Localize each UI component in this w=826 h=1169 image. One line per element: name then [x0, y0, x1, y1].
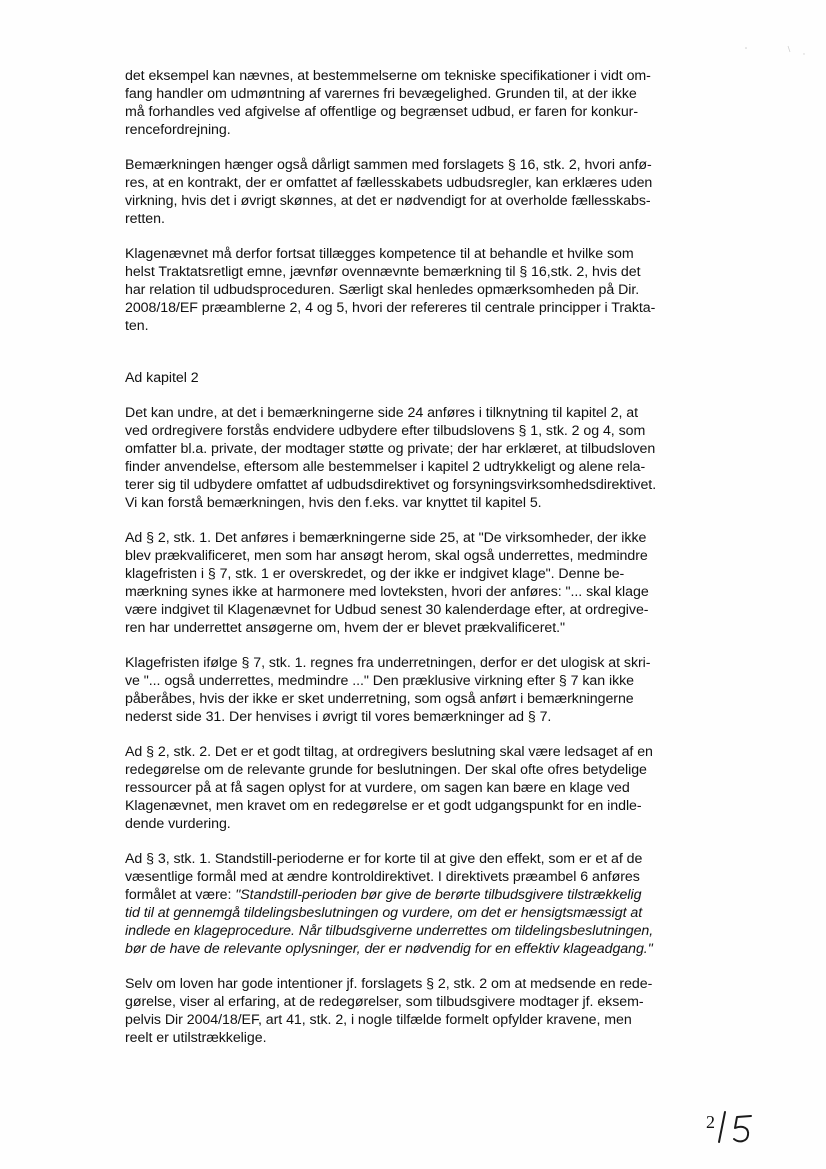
text-line: dende vurdering.: [125, 816, 231, 832]
text-line: Klagefristen ifølge § 7, stk. 1. regnes fra underretningen, derfor er det ulogisk at skri-: [125, 655, 651, 671]
text-line: omfatter bl.a. private, der modtager støtte og private; der har erklæret, at tilbudsloven: [125, 441, 656, 457]
quote-line: bør de have de relevante oplysninger, der er nødvendig for en effektiv klageadgang.": [125, 941, 653, 957]
text-line: mærkning synes ikke at harmonere med lovteksten, hvori der anføres: "... skal klage: [125, 584, 649, 600]
text-line: 2008/18/EF præamblerne 2, 4 og 5, hvori der refereres til centrale principper i Trakta-: [125, 300, 656, 316]
text-line: det eksempel kan nævnes, at bestemmelserne om tekniske specifikationer i vidt om-: [125, 68, 651, 84]
scan-specks: [740, 40, 810, 60]
text-line: pelvis Dir 2004/18/EF, art 41, stk. 2, i nogle tilfælde formelt opfylder kravene, men: [125, 1012, 632, 1028]
text-span: formålet at være:: [125, 887, 236, 903]
text-line: påberåbes, hvis der ikke er sket underretning, som også anført i bemærkningerne: [125, 691, 634, 707]
text-line: terer sig til udbydere omfattet af udbudsdirektivet og forsyningsvirksomhedsdirektivet.: [125, 477, 657, 493]
handwritten-page-total: [713, 1108, 763, 1148]
text-line: Klagenævnet må derfor fortsat tillægges kompetence til at behandle et hvilke som: [125, 246, 634, 262]
text-line: fang handler om udmøntning af varernes fri bevægelighed. Grunden til, at der ikke: [125, 86, 637, 102]
text-line: Vi kan forstå bemærkningen, hvis den f.eks. var knyttet til kapitel 5.: [125, 495, 542, 511]
text-line: Selv om loven har gode intentioner jf. forslagets § 2, stk. 2 om at medsende en rede-: [125, 976, 653, 992]
quote-span: "Standstill-perioden bør give de berørte tilbudsgivere tilstrækkelig: [235, 887, 642, 903]
text-line: [125, 887, 641, 904]
text-line: virkning, hvis det i øvrigt skønnes, at det er nødvendigt for at overholde fællesskabs-: [125, 193, 651, 209]
text-line: være indgivet til Klagenævnet for Udbud senest 30 kalenderdage efter, at ordregive-: [125, 602, 649, 618]
page-number: 2: [706, 1112, 715, 1132]
quote-line: tid til at gennemgå tildelingsbeslutningen og vurdere, om det er hensigtsmæssigt at: [125, 905, 643, 921]
text-line: ten.: [125, 318, 149, 334]
text-line: har relation til udbudsproceduren. Særligt skal henledes opmærksomheden på Dir.: [125, 282, 640, 298]
text-line: Bemærkningen hænger også dårligt sammen med forslagets § 16, stk. 2, hvori anfø-: [125, 157, 652, 173]
text-line: reelt er utilstrækkelige.: [125, 1030, 267, 1046]
text-line: Ad § 2, stk. 1. Det anføres i bemærkningerne side 25, at "De virksomheder, der ikke: [125, 530, 647, 546]
text-line: rencefordrejning.: [125, 122, 231, 138]
text-line: ve "... også underrettes, medmindre ..." Den præklusive virkning efter § 7 kan ikke: [125, 673, 635, 689]
text-line: nederst side 31. Der henvises i øvrigt til vores bemærkninger ad § 7.: [125, 709, 552, 725]
text-line: blev prækvalificeret, men som har ansøgt herom, skal også underrettes, medmindre: [125, 548, 648, 564]
text-line: Klagenævnet, men kravet om en redegørelse er et godt udgangspunkt for en indle-: [125, 798, 642, 814]
text-line: ved ordregivere forstås endvidere udbydere efter tilbudslovens § 1, stk. 2 og 4, som: [125, 423, 646, 439]
text-line: væsentlige formål med at ændre kontroldirektivet. I direktivets præambel 6 anføres: [125, 869, 640, 885]
text-line: redegørelse om de relevante grunde for beslutningen. Der skal ofte ofres betydelige: [125, 762, 647, 778]
quote-line: indlede en klageprocedure. Når tilbudsgiverne underrettes om tildelingsbeslutningen,: [125, 923, 654, 939]
text-line: må forhandles ved afgivelse af offentlige og begrænset udbud, er faren for konkur-: [125, 104, 639, 120]
text-line: klagefristen i § 7, stk. 1 er overskredet, og der ikke er indgivet klage". Denne be-: [125, 566, 625, 582]
text-line: gørelse, viser al erfaring, at de redegørelser, som tilbudsgivere modtager jf. eksem-: [125, 994, 644, 1010]
text-line: Ad § 2, stk. 2. Det er et godt tiltag, at ordregivers beslutning skal være ledsaget af en: [125, 744, 653, 760]
text-line: finder anvendelse, eftersom alle bestemmelser i kapitel 2 udtrykkeligt og alene rela-: [125, 459, 646, 475]
text-line: Ad § 3, stk. 1. Standstill-perioderne er for korte til at give den effekt, som er et af de: [125, 851, 643, 867]
text-line: retten.: [125, 211, 165, 227]
text-line: ressourcer på at få sagen oplyst for at vurdere, om sagen kan bære en klage ved: [125, 780, 630, 796]
text-line: ren har underrettet ansøgerne om, hvem der er blevet prækvalificeret.": [125, 620, 565, 636]
section-heading: Ad kapitel 2: [125, 370, 199, 386]
text-line: res, at en kontrakt, der er omfattet af fællesskabets udbudsregler, kan erklæres uden: [125, 175, 653, 191]
text-line: Det kan undre, at det i bemærkningerne side 24 anføres i tilknytning til kapitel 2, at: [125, 405, 639, 421]
text-line: helst Traktatsretligt emne, jævnfør ovennævnte bemærkning til § 16,stk. 2, hvis det: [125, 264, 641, 280]
